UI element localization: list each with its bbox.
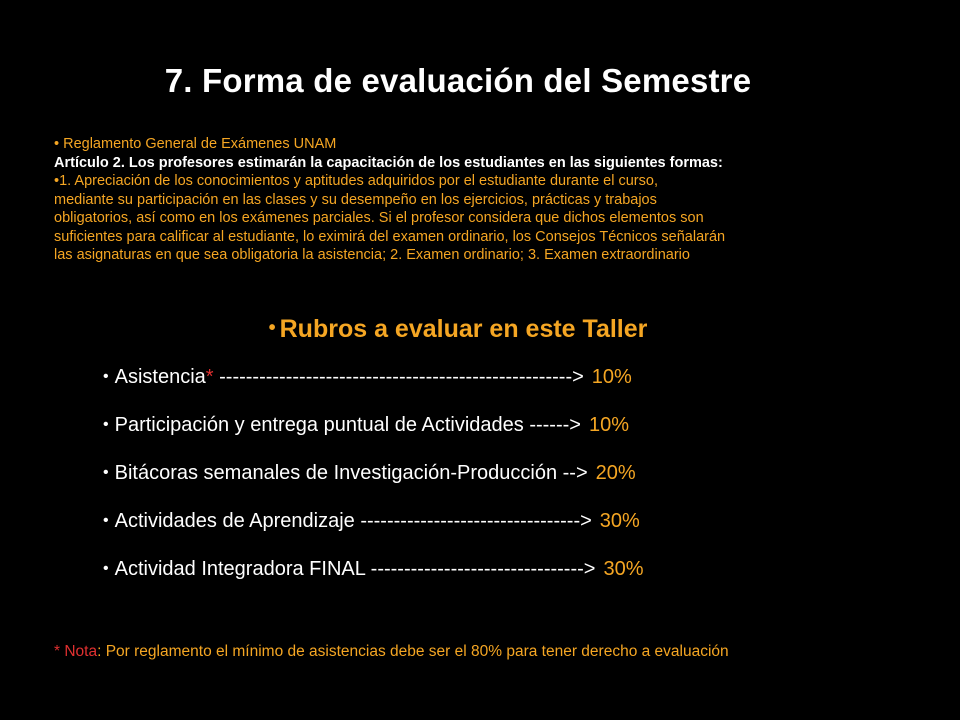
rubro-item-participacion: • Participación y entrega puntual de Actividades ------> 10%: [103, 414, 629, 436]
bullet-dot: •: [103, 560, 109, 577]
reglamento-heading-line: [54, 135, 854, 154]
rubros-subtitle: • Rubros a evaluar en este Taller: [268, 315, 648, 343]
rubro-item-actividades-aprendizaje: • Actividades de Aprendizaje ---------------------------------> 30%: [103, 510, 640, 532]
nota-block: [54, 641, 812, 663]
reglamento-block: [54, 135, 854, 265]
rubro-percent: 30%: [603, 558, 644, 580]
rubro-percent: 10%: [588, 414, 629, 436]
bullet-dot: •: [54, 136, 60, 152]
bullet-dot: •: [54, 173, 60, 189]
nota-text: : Por reglamento el mínimo de asistencias debe ser el 80% para tener derecho a evaluación: [97, 643, 729, 660]
nota-label: Nota: [64, 643, 98, 660]
rubro-percent: 30%: [599, 510, 640, 532]
bullet-dot: •: [103, 368, 109, 385]
nota-asterisk: *: [54, 643, 61, 660]
reglamento-body-line: mediante su participación en las clases y su desempeño en los ejercicios, prácticas y trabajos: [54, 191, 657, 208]
rubro-percent: 20%: [595, 462, 636, 484]
reglamento-article: Artículo 2. Los profesores estimarán la capacitación de los estudiantes en las siguientes formas:: [54, 154, 723, 171]
reglamento-body-line: •1. Apreciación de los conocimientos y aptitudes adquiridos por el estudiante durante el curso,: [54, 173, 658, 189]
rubro-item-bitacoras: • Bitácoras semanales de Investigación-Producción --> 20%: [103, 462, 636, 484]
reglamento-body-line: las asignaturas en que sea obligatoria la asistencia; 2. Examen ordinario; 3. Examen extraordinario: [54, 247, 690, 263]
reglamento-body-line: suficientes para calificar al estudiante, lo eximirá del examen ordinario, los Consejos Técnicos señalarán: [54, 228, 726, 245]
reglamento-body-line: obligatorios, así como en los exámenes parciales. Si el profesor considera que dichos elementos son: [54, 210, 704, 226]
reglamento-heading: Reglamento General de Exámenes UNAM: [63, 136, 337, 152]
bullet-dot: •: [103, 416, 109, 433]
rubro-item-actividad-integradora: • Actividad Integradora FINAL --------------------------------> 30%: [103, 558, 644, 580]
bullet-dot: •: [268, 317, 276, 339]
bullet-dot: •: [103, 512, 109, 529]
bullet-dot: •: [103, 464, 109, 481]
rubro-item-asistencia: • Asistencia* -----------------------------------------------------> 10%: [103, 366, 632, 388]
rubro-percent: 10%: [591, 366, 632, 388]
slide-title: 7. Forma de evaluación del Semestre: [164, 62, 752, 99]
